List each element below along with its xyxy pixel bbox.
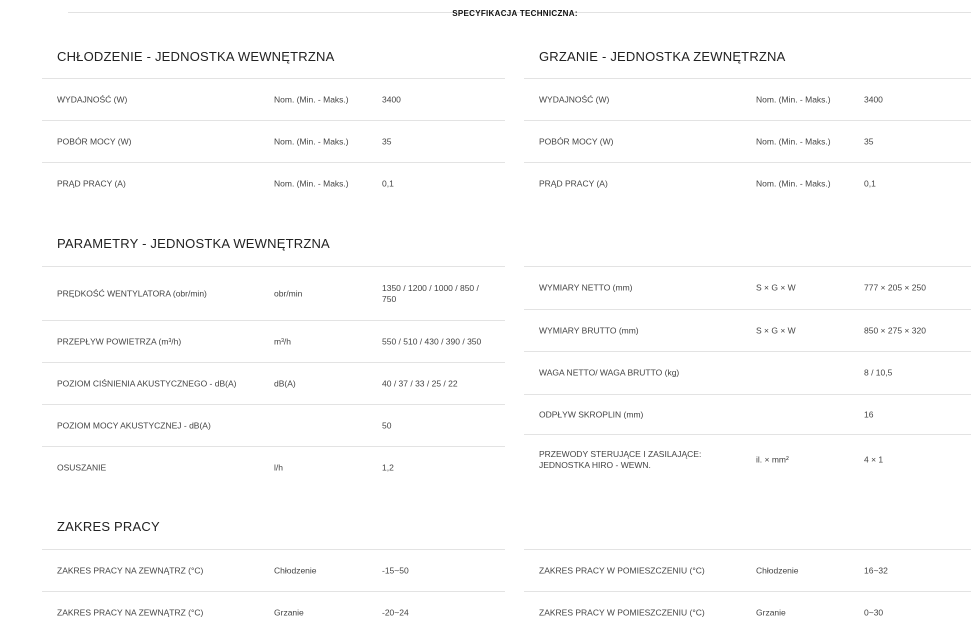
- section-title-range: ZAKRES PRACY: [57, 519, 160, 534]
- row-label: ZAKRES PRACY W POMIESZCZENIU (°C): [539, 607, 705, 618]
- table-row: [524, 267, 971, 310]
- row-value: 16~32: [864, 565, 888, 575]
- row-value: -15~50: [382, 565, 409, 575]
- table-row: [42, 447, 505, 489]
- row-unit: S × G × W: [756, 325, 796, 335]
- row-value: 777 × 205 × 250: [864, 282, 926, 293]
- spec-table-params-left: [42, 266, 505, 489]
- table-row: [42, 592, 505, 634]
- row-label: WYMIARY NETTO (mm): [539, 282, 633, 293]
- spec-table-heat-outdoor: [524, 78, 971, 205]
- row-value: 3400: [382, 94, 401, 104]
- table-row: [42, 121, 505, 163]
- row-unit: Nom. (Min. - Maks.): [274, 136, 349, 146]
- row-label: ZAKRES PRACY NA ZEWNĄTRZ (°C): [57, 607, 204, 618]
- table-row: [524, 435, 971, 484]
- table-row: [42, 321, 505, 363]
- table-row: [42, 79, 505, 121]
- row-value: 0~30: [864, 607, 884, 618]
- row-unit: l/h: [274, 462, 283, 473]
- table-row: [524, 550, 971, 592]
- row-label: WYDAJNOŚĆ (W): [539, 94, 610, 104]
- section-title-heat-outdoor: GRZANIE - JEDNOSTKA ZEWNĘTRZNA: [539, 49, 786, 64]
- table-row: [524, 163, 971, 205]
- row-label: OSUSZANIE: [57, 462, 107, 473]
- row-unit: Nom. (Min. - Maks.): [756, 94, 831, 104]
- table-row: [524, 310, 971, 352]
- row-unit: dB(A): [274, 378, 296, 388]
- table-row: [42, 363, 505, 405]
- row-unit: Nom. (Min. - Maks.): [756, 178, 831, 189]
- table-row: [42, 267, 505, 321]
- row-value: 35: [864, 136, 874, 146]
- row-value: 50: [382, 420, 392, 430]
- row-value: 0,1: [382, 178, 394, 189]
- row-label: WYMIARY BRUTTO (mm): [539, 325, 639, 335]
- row-value: 1,2: [382, 462, 394, 473]
- spec-table-range-right: [524, 549, 971, 634]
- row-unit: Nom. (Min. - Maks.): [274, 94, 349, 104]
- row-value: 0,1: [864, 178, 876, 189]
- row-label: ODPŁYW SKROPLIN (mm): [539, 409, 644, 419]
- row-label: PRĘDKOŚĆ WENTYLATORA (obr/min): [57, 288, 207, 298]
- row-label: PRZEPŁYW POWIETRZA (m³/h): [57, 336, 182, 346]
- table-row: [42, 163, 505, 205]
- row-value: 8 / 10,5: [864, 367, 893, 378]
- row-label: PRZEWODY STERUJĄCE I ZASILAJĄCE: JEDNOSTKA HIRO - WEWN.: [539, 448, 702, 470]
- spec-table-cool-indoor: [42, 78, 505, 205]
- row-unit: Nom. (Min. - Maks.): [756, 136, 831, 146]
- table-row: [42, 405, 505, 447]
- row-label: POBÓR MOCY (W): [539, 136, 614, 146]
- row-unit: Chłodzenie: [274, 565, 317, 575]
- spec-table-params-right: [524, 266, 971, 484]
- section-title-cool-indoor: CHŁODZENIE - JEDNOSTKA WEWNĘTRZNA: [57, 49, 335, 64]
- table-row: [524, 592, 971, 634]
- row-unit: Chłodzenie: [756, 565, 799, 575]
- row-unit: Nom. (Min. - Maks.): [274, 178, 349, 189]
- row-value: 35: [382, 136, 392, 146]
- row-value: -20~24: [382, 607, 409, 618]
- row-value: 550 / 510 / 430 / 390 / 350: [382, 336, 482, 346]
- row-label: ZAKRES PRACY W POMIESZCZENIU (°C): [539, 565, 705, 575]
- row-unit: Grzanie: [756, 607, 786, 618]
- row-label: WAGA NETTO/ WAGA BRUTTO (kg): [539, 367, 680, 378]
- row-label: PRĄD PRACY (A): [539, 178, 608, 189]
- table-row: [524, 121, 971, 163]
- row-value: 40 / 37 / 33 / 25 / 22: [382, 378, 458, 388]
- row-value: 4 × 1: [864, 454, 884, 464]
- row-value: 16: [864, 409, 874, 419]
- table-row: [42, 550, 505, 592]
- row-label: POBÓR MOCY (W): [57, 136, 132, 146]
- table-row: [524, 352, 971, 395]
- section-title-params: PARAMETRY - JEDNOSTKA WEWNĘTRZNA: [57, 236, 330, 251]
- row-unit: obr/min: [274, 288, 303, 298]
- row-label: WYDAJNOŚĆ (W): [57, 94, 128, 104]
- row-label: POZIOM MOCY AKUSTYCZNEJ - dB(A): [57, 420, 211, 430]
- row-label: PRĄD PRACY (A): [57, 178, 126, 189]
- spec-table-range-left: [42, 549, 505, 634]
- table-row: [524, 79, 971, 121]
- row-value: 1350 / 1200 / 1000 / 850 / 750: [382, 282, 479, 304]
- row-unit: Grzanie: [274, 607, 304, 618]
- table-row: [524, 395, 971, 435]
- row-unit: S × G × W: [756, 282, 796, 293]
- page-title: SPECYFIKACJA TECHNICZNA:: [452, 9, 578, 18]
- row-value: 3400: [864, 94, 883, 104]
- row-value: 850 × 275 × 320: [864, 325, 926, 335]
- row-unit: m³/h: [274, 336, 291, 346]
- row-label: POZIOM CIŚNIENIA AKUSTYCZNEGO - dB(A): [57, 378, 237, 388]
- row-label: ZAKRES PRACY NA ZEWNĄTRZ (°C): [57, 565, 204, 575]
- row-unit: il. × mm²: [756, 454, 789, 464]
